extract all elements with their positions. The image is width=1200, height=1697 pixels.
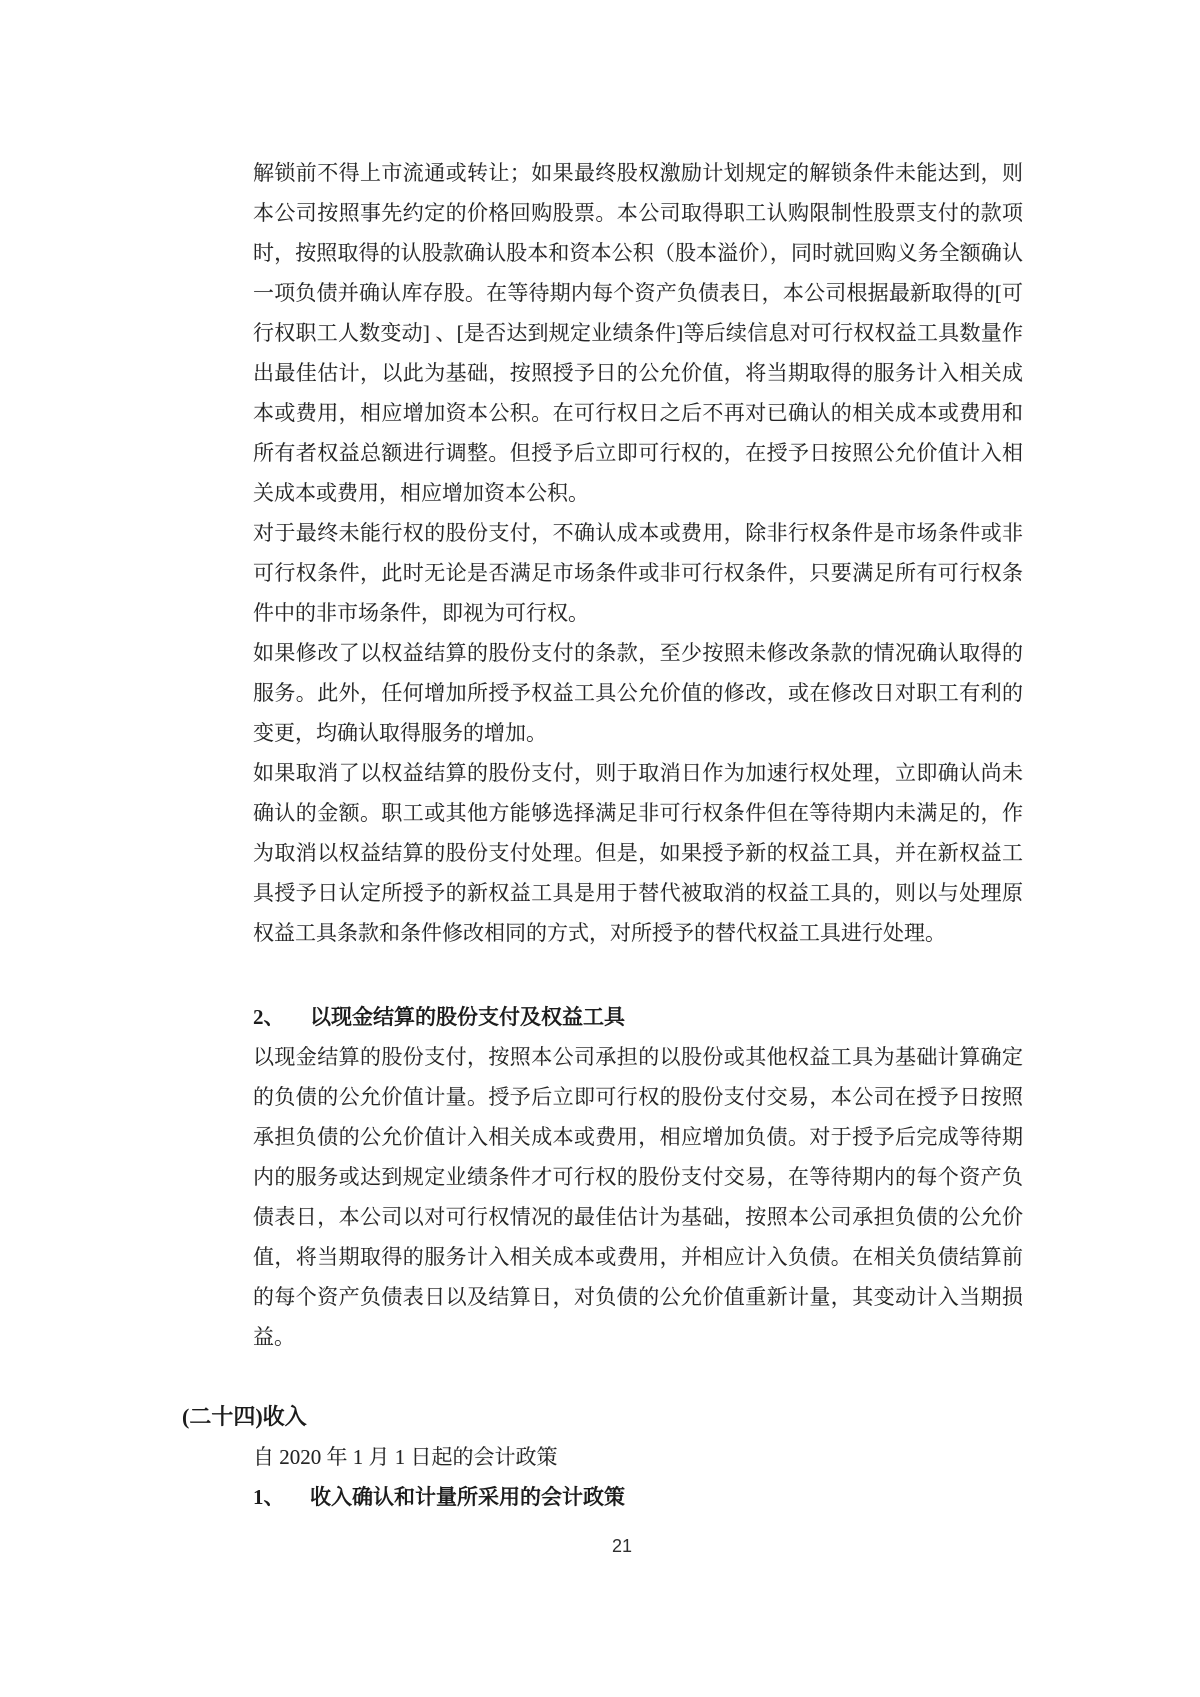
body-paragraph-share-repurchase: 解锁前不得上市流通或转让；如果最终股权激励计划规定的解锁条件未能达到，则本公司按照事先约定的价格回购股票。本公司取得职工认购限制性股票支付的款项时，按照取得的认股款确认股本和资本公积（股本溢价），同时就回购义务全额确认一项负债并确认库存股。在等待期内每个资产负债表日，本公司根据最新取得的[可行权职工人数变动] 、[是否达到规定业绩条件]等后续信息对可行权权益工具数量作出最佳估计，以此为基础，按照授予日的公允价值，将当期取得的服务计入相关成本或费用，相应增加资本公积。在可行权日之后不再对已确认的相关成本或费用和所有者权益总额进行调整。但授予后立即可行权的，在授予日按照公允价值计入相关成本或费用，相应增加资本公积。: [253, 161, 1023, 505]
subsection-title: 收入确认和计量所采用的会计政策: [310, 1485, 625, 1509]
section-heading-revenue: (二十四)收入: [182, 1404, 307, 1429]
body-paragraph-cancelled-payments: 如果取消了以权益结算的股份支付，则于取消日作为加速行权处理，立即确认尚未确认的金额。职工或其他方能够选择满足非可行权条件但在等待期内未满足的，作为取消以权益结算的股份支付处理。但是，如果授予新的权益工具，并在新权益工具授予日认定所授予的新权益工具是用于替代被取消的权益工具的，则以与处理原权益工具条款和条件修改相同的方式，对所授予的替代权益工具进行处理。: [253, 761, 1023, 945]
subsection-heading-cash-settled: [253, 997, 1023, 1037]
body-paragraph-unvested-payments: 对于最终未能行权的股份支付，不确认成本或费用，除非行权条件是市场条件或非可行权条件，此时无论是否满足市场条件或非可行权条件，只要满足所有可行权条件中的非市场条件，即视为可行权。: [253, 521, 1023, 625]
policy-effective-date-line: 自 2020 年 1 月 1 日起的会计政策: [253, 1445, 558, 1469]
body-paragraph-cash-settled-detail: 以现金结算的股份支付，按照本公司承担的以股份或其他权益工具为基础计算确定的负债的公允价值计量。授予后立即可行权的股份支付交易，本公司在授予日按照承担负债的公允价值计入相关成本或费用，相应增加负债。对于授予后完成等待期内的服务或达到规定业绩条件才可行权的股份支付交易，在等待期内的每个资产负债表日，本公司以对可行权情况的最佳估计为基础，按照本公司承担负债的公允价值，将当期取得的服务计入相关成本或费用，并相应计入负债。在相关负债结算前的每个资产负债表日以及结算日，对负债的公允价值重新计量，其变动计入当期损益。: [253, 1045, 1023, 1349]
subsection-number: 1、: [253, 1485, 285, 1509]
document-content: [182, 153, 1023, 1517]
page-number: 21: [612, 1536, 633, 1556]
subsection-number: 2、: [253, 1005, 285, 1029]
subsection-heading-revenue-recognition: [253, 1477, 1023, 1517]
body-paragraph-modified-terms: 如果修改了以权益结算的股份支付的条款，至少按照未修改条款的情况确认取得的服务。此外，任何增加所授予权益工具公允价值的修改，或在修改日对职工有利的变更，均确认取得服务的增加。: [253, 641, 1023, 745]
subsection-title: 以现金结算的股份支付及权益工具: [310, 1005, 625, 1029]
